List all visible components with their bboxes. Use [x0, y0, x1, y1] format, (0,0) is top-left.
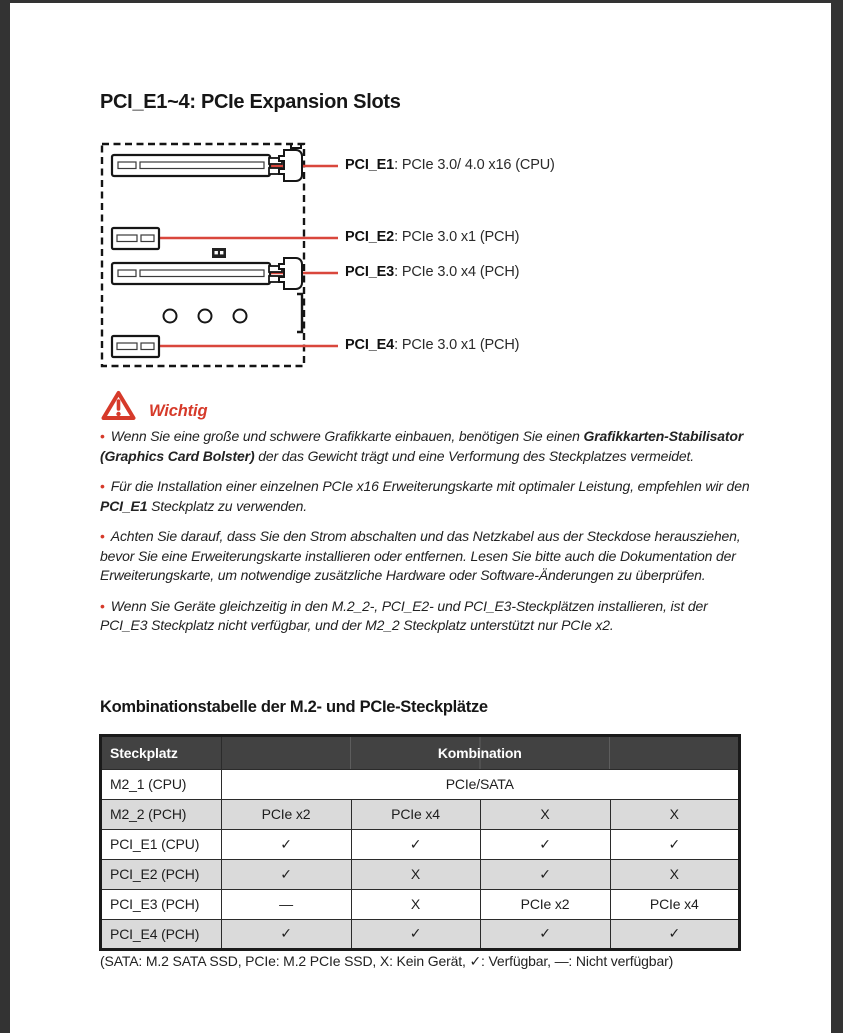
note-paragraph	[100, 427, 752, 466]
table-cell: X	[480, 799, 610, 829]
pci-e4-slot-graphic	[112, 336, 159, 357]
table-cell: PCIe x4	[351, 799, 480, 829]
row-label: M2_2 (PCH)	[101, 799, 221, 829]
bullet-icon: •	[100, 597, 105, 614]
mounting-holes	[164, 310, 247, 323]
slot-label-pci-e2	[345, 229, 519, 245]
table-cell: X	[610, 859, 739, 889]
table-row	[101, 799, 739, 829]
table-cell: ✓	[221, 859, 351, 889]
row-label: PCI_E4 (PCH)	[101, 919, 221, 949]
table-cell: X	[610, 799, 739, 829]
table-cell: ✓	[610, 919, 739, 949]
slot-name: PCI_E3	[345, 264, 395, 280]
slot-desc: : PCIe 3.0 x1 (PCH)	[394, 337, 520, 353]
important-heading: Wichtig	[149, 402, 208, 420]
slot-label-pci-e1	[345, 157, 555, 173]
note-paragraph	[100, 477, 752, 516]
important-header	[100, 388, 207, 422]
table-cell: X	[351, 889, 480, 919]
bullet-icon: •	[100, 428, 105, 444]
note-text: Wenn Sie Geräte gleichzeitig in den M.2_2-, PCI_E2- und PCI_E3-Steckplätzen installieren, ist der PCI_E3 Steckplatz nicht verfügbar, und der M2_2 Steckplatz unterstützt nur PCIe x2.	[100, 597, 708, 633]
slot-desc: : PCIe 3.0 x4 (PCH)	[394, 264, 520, 280]
table-cell: ✓	[351, 829, 480, 859]
note-text: Für die Installation einer einzelnen PCIe x16 Erweiterungskarte mit optimaler Leistung, empfehlen wir den	[110, 478, 750, 494]
pcie-slot-diagram	[100, 140, 750, 372]
table-row	[101, 859, 739, 889]
slot-name: PCI_E2	[345, 229, 395, 245]
row-label: PCI_E2 (PCH)	[101, 859, 221, 889]
board-outline	[102, 144, 304, 366]
slot-name: PCI_E1	[345, 157, 395, 173]
note-paragraph	[100, 527, 752, 586]
table-cell: —	[221, 889, 351, 919]
page-title: PCI_E1~4: PCIe Expansion Slots	[100, 91, 401, 113]
slot-desc: : PCIe 3.0 x1 (PCH)	[394, 229, 520, 245]
table-cell: PCIe x2	[480, 889, 610, 919]
row-label: PCI_E1 (CPU)	[101, 829, 221, 859]
motherboard-slots-graphic	[100, 140, 350, 372]
table-cell: ✓	[351, 919, 480, 949]
table-cell: ✓	[480, 919, 610, 949]
note-text-bold: PCI_E1	[100, 497, 148, 514]
jumper-graphic	[212, 248, 226, 258]
note-paragraph	[100, 597, 752, 636]
table-footnote: (SATA: M.2 SATA SSD, PCIe: M.2 PCIe SSD, X: Kein Gerät, ✓: Verfügbar, —: Nicht verfügbar)	[100, 953, 674, 969]
table-cell: ✓	[221, 829, 351, 859]
table-header-kombination: Kombination	[221, 736, 739, 769]
table-cell: ✓	[221, 919, 351, 949]
note-text: Achten Sie darauf, dass Sie den Strom abschalten und das Netzkabel aus der Steckdose herausziehen, bevor Sie eine Erweiterungskarte installieren oder entfernen. Lesen Sie bitte auch die Dokumentation der Erweiterungskarte, um notwendige zusätzliche Hardware oder Software-Änderungen zu überprüfen.	[100, 528, 741, 583]
table-cell: ✓	[480, 859, 610, 889]
important-notes	[100, 427, 752, 636]
row-label: PCI_E3 (PCH)	[101, 889, 221, 919]
bullet-icon: •	[100, 528, 105, 544]
table-row	[101, 829, 739, 859]
table-header-steckplatz: Steckplatz	[101, 736, 221, 769]
table-cell: PCIe x4	[610, 889, 739, 919]
note-text: Wenn Sie eine große und schwere Grafikkarte einbauen, benötigen Sie einen	[110, 428, 584, 444]
row-label: M2_1 (CPU)	[101, 769, 221, 799]
table-cell: PCIe x2	[221, 799, 351, 829]
table-cell: X	[351, 859, 480, 889]
note-text-bold: Grafikkarten-Stabilisator (Graphics Card Bolster)	[100, 428, 744, 464]
table-row	[101, 889, 739, 919]
warning-triangle-icon	[100, 389, 137, 422]
combination-table	[100, 735, 740, 950]
manual-page	[10, 3, 831, 1033]
table-header-row	[101, 736, 739, 769]
note-text: der das Gewicht trägt und eine Verformung des Steckplatzes vermeidet.	[254, 447, 695, 464]
table-cell: PCIe/SATA	[221, 769, 739, 799]
table-cell: ✓	[480, 829, 610, 859]
pci-e2-slot-graphic	[112, 228, 159, 249]
slot-label-pci-e4	[345, 337, 519, 353]
note-text: Steckplatz zu verwenden.	[147, 497, 308, 514]
table-row	[101, 769, 739, 799]
combination-heading: Kombinationstabelle der M.2- und PCIe-Steckplätze	[100, 698, 488, 716]
slot-desc: : PCIe 3.0/ 4.0 x16 (CPU)	[394, 157, 555, 173]
slot-label-pci-e3	[345, 264, 519, 280]
bullet-icon: •	[100, 478, 105, 494]
edge-bracket	[297, 294, 302, 332]
table-row	[101, 919, 739, 949]
slot-name: PCI_E4	[345, 337, 395, 353]
table-cell: ✓	[610, 829, 739, 859]
